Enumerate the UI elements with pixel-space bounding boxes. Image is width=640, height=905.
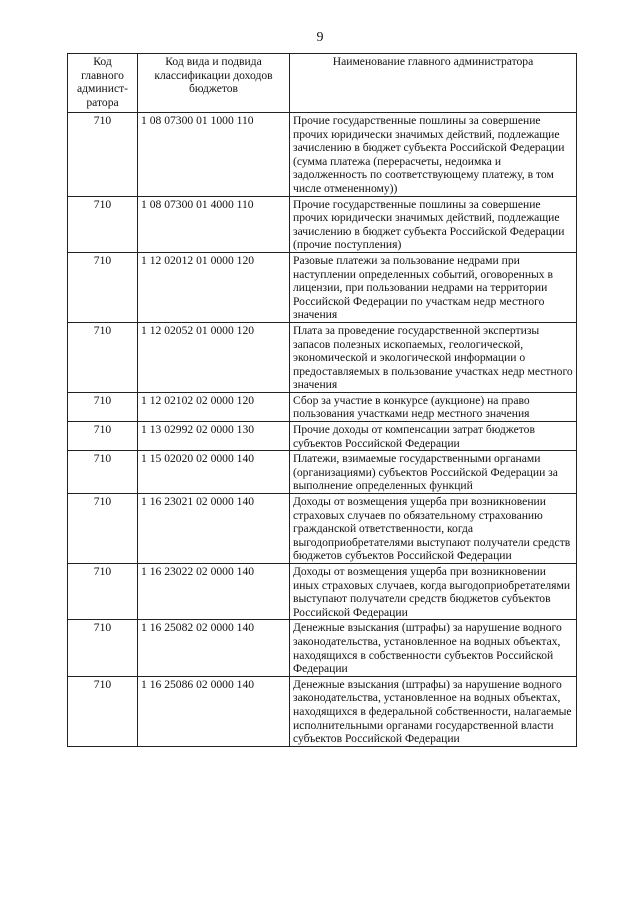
table-row [68, 392, 577, 421]
header-admin-name: Наименование главного администратора [290, 54, 577, 113]
admin-name-cell: Доходы от возмещения ущерба при возникновении иных страховых случаев, когда выгодоприобретателями выступают получатели средств бюджетов субъектов Российской Федерации [290, 564, 577, 620]
table-row [68, 676, 577, 746]
kbk-code-cell: 1 16 25086 02 0000 140 [138, 676, 290, 746]
kbk-code-cell: 1 16 23021 02 0000 140 [138, 494, 290, 564]
admin-code-cell: 710 [68, 392, 138, 421]
page-number: 9 [316, 30, 324, 45]
kbk-code-cell: 1 13 02992 02 0000 130 [138, 422, 290, 451]
admin-code-cell: 710 [68, 422, 138, 451]
kbk-code-cell: 1 15 02020 02 0000 140 [138, 451, 290, 494]
admin-name-cell: Денежные взыскания (штрафы) за нарушение водного законодательства, установленное на водных объектах, находящихся в федеральной собственности, налагаемые исполнительными органами государственной власти субъектов Российской Федерации [290, 676, 577, 746]
admin-name-cell: Доходы от возмещения ущерба при возникновении страховых случаев по обязательному страхованию гражданской ответственности, когда выгодоприобретателями выступают получатели средств бюджетов субъектов Российской Федерации [290, 494, 577, 564]
table-header-row [68, 54, 577, 113]
kbk-code-cell: 1 12 02012 01 0000 120 [138, 252, 290, 322]
admin-name-cell: Сбор за участие в конкурсе (аукционе) на право пользования участками недр местного значения [290, 392, 577, 421]
table-row [68, 252, 577, 322]
admin-name-cell: Разовые платежи за пользование недрами при наступлении определенных событий, оговоренных в лицензии, при пользовании недрами на территории Российской Федерации по участкам недр местного значения [290, 252, 577, 322]
table-row [68, 564, 577, 620]
admin-name-cell: Прочие государственные пошлины за совершение прочих юридически значимых действий, подлежащие зачислению в бюджет субъекта Российской Федерации (прочие поступления) [290, 196, 577, 252]
admin-name-cell: Денежные взыскания (штрафы) за нарушение водного законодательства, установленное на водных объектах, находящихся в собственности субъектов Российской Федерации [290, 620, 577, 676]
admin-code-cell: 710 [68, 113, 138, 197]
kbk-code-cell: 1 08 07300 01 1000 110 [138, 113, 290, 197]
budget-revenue-table [67, 53, 577, 747]
header-admin-code: Код главного админист-ратора [68, 54, 138, 113]
kbk-code-cell: 1 16 23022 02 0000 140 [138, 564, 290, 620]
admin-code-cell: 710 [68, 252, 138, 322]
admin-name-cell: Плата за проведение государственной экспертизы запасов полезных ископаемых, геологической, экономической и экологической информации о предоставляемых в пользование участках недр местного значения [290, 322, 577, 392]
kbk-code-cell: 1 12 02102 02 0000 120 [138, 392, 290, 421]
table-row [68, 620, 577, 676]
admin-name-cell: Платежи, взимаемые государственными органами (организациями) субъектов Российской Федерации за выполнение определенных функций [290, 451, 577, 494]
admin-name-cell: Прочие доходы от компенсации затрат бюджетов субъектов Российской Федерации [290, 422, 577, 451]
admin-code-cell: 710 [68, 451, 138, 494]
table-row [68, 422, 577, 451]
admin-name-cell: Прочие государственные пошлины за совершение прочих юридически значимых действий, подлежащие зачислению в бюджет субъекта Российской Федерации (сумма платежа (перерасчеты, недоимка и задолженность по соответствующему платежу, в том числе отмененному)) [290, 113, 577, 197]
admin-code-cell: 710 [68, 494, 138, 564]
header-kbk-code: Код вида и подвида классификации доходов бюджетов [138, 54, 290, 113]
table-row [68, 113, 577, 197]
kbk-code-cell: 1 16 25082 02 0000 140 [138, 620, 290, 676]
table-row [68, 322, 577, 392]
admin-code-cell: 710 [68, 322, 138, 392]
admin-code-cell: 710 [68, 564, 138, 620]
admin-code-cell: 710 [68, 676, 138, 746]
table-row [68, 196, 577, 252]
kbk-code-cell: 1 12 02052 01 0000 120 [138, 322, 290, 392]
kbk-code-cell: 1 08 07300 01 4000 110 [138, 196, 290, 252]
admin-code-cell: 710 [68, 196, 138, 252]
admin-code-cell: 710 [68, 620, 138, 676]
table-row [68, 494, 577, 564]
table-row [68, 451, 577, 494]
